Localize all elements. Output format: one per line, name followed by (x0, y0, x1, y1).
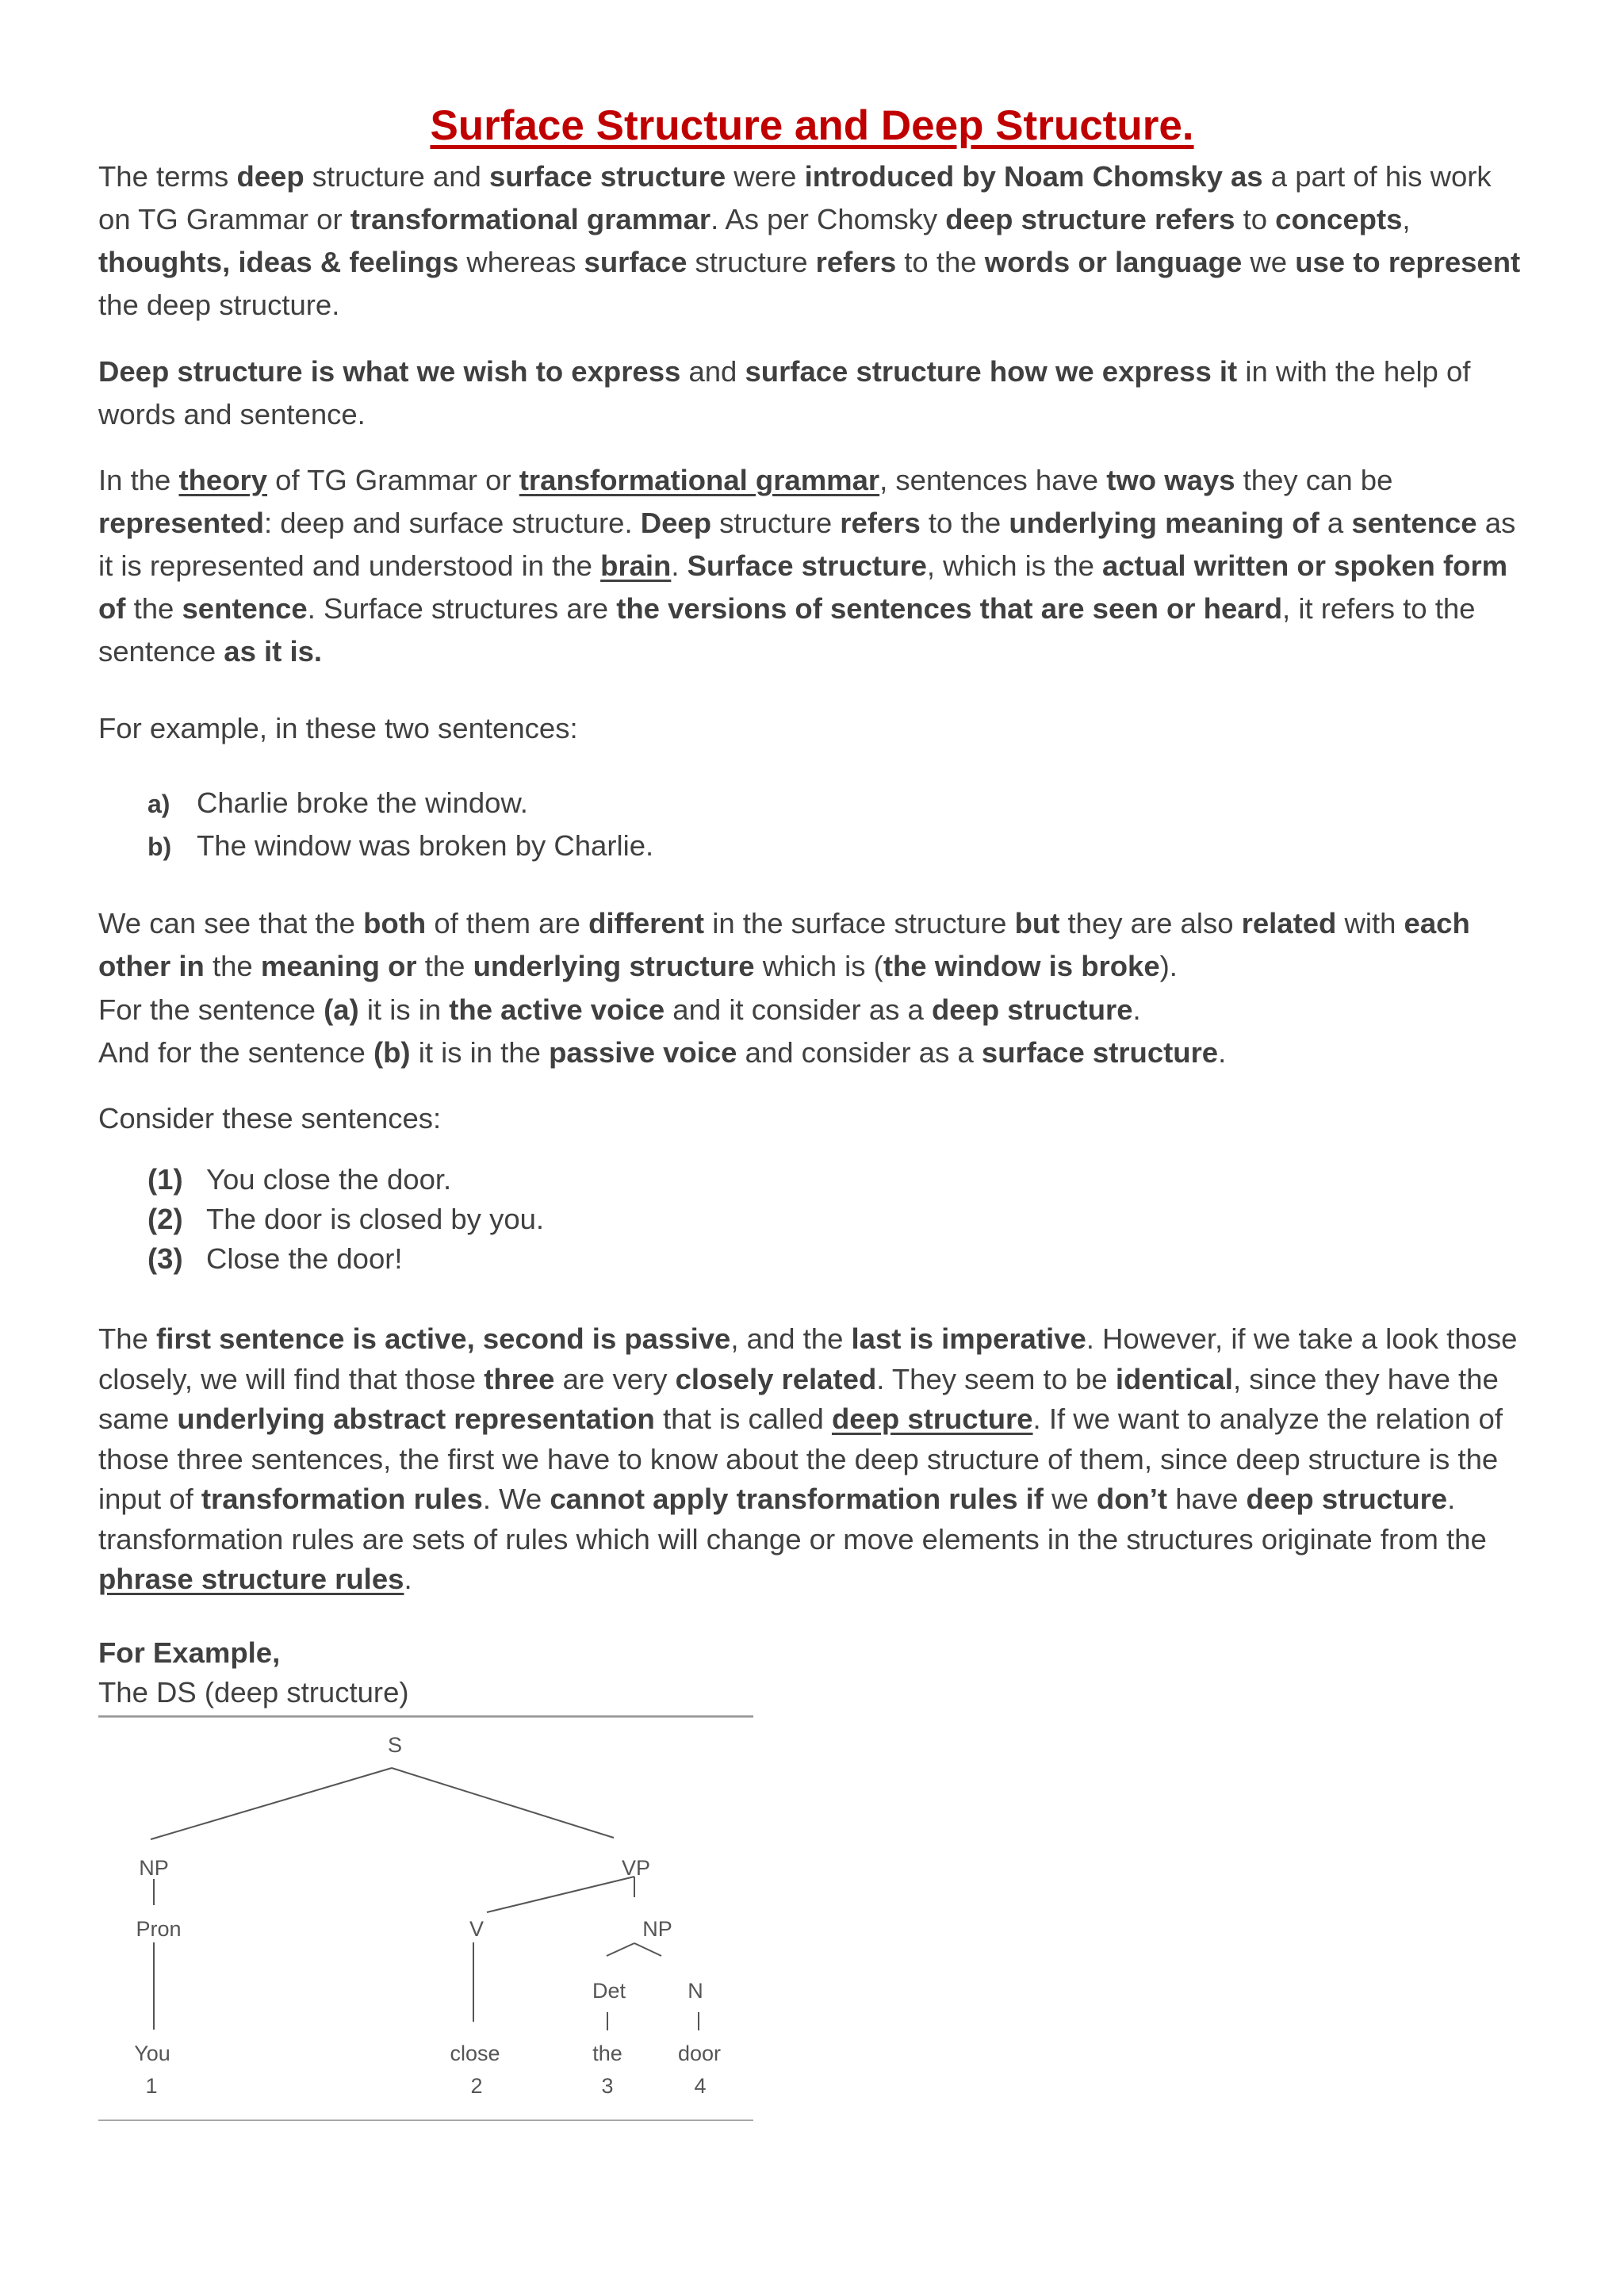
node-s: S (387, 1733, 403, 1757)
bold-text: deep (236, 160, 304, 193)
bold-text: Deep (640, 507, 711, 539)
tree-diagram (98, 1709, 756, 2121)
node-vp: VP (621, 1856, 651, 1880)
word-index-2: 2 (470, 2074, 483, 2098)
list-item-text: The window was broken by Charlie. (197, 829, 654, 862)
text: . We (482, 1483, 550, 1515)
text: . (404, 1563, 412, 1595)
bold-text: introduced by Noam Chomsky as (804, 160, 1263, 193)
node-det: Det (592, 1979, 626, 2003)
bold-text: actual written or spoken form of (98, 549, 1508, 625)
bold-text: each other in (98, 907, 1470, 982)
bold-text: meaning or (260, 950, 417, 982)
text: . (1218, 1036, 1227, 1069)
text: a (1319, 507, 1352, 539)
text: , it refers to the sentence (98, 592, 1476, 668)
underlined-bold-text: transformational grammar (519, 464, 880, 496)
text: we (1043, 1483, 1097, 1515)
bold-text: underlying abstract representation (177, 1402, 655, 1435)
bold-text: surface structure (488, 160, 726, 193)
paragraph-consider: Consider these sentences: (98, 1102, 442, 1135)
word-close: close (450, 2042, 500, 2065)
bold-text: two ways (1106, 464, 1235, 496)
bold-text: identical (1115, 1362, 1233, 1395)
bold-text: surface (584, 246, 688, 278)
text: the deep structure. (98, 289, 340, 321)
text: . transformation rules are sets of rules which will change or move elements in the structures originate from the (98, 1483, 1487, 1556)
text: ). (1159, 950, 1178, 982)
text: For the sentence (98, 993, 324, 1026)
node-np: NP (139, 1856, 169, 1880)
text: . However, if we take a look those closely, we will find that those (98, 1322, 1518, 1395)
bold-text: (b) (373, 1036, 411, 1069)
bold-text: passive voice (549, 1036, 737, 1069)
text: . If we want to analyze the relation of those three sentences, the first we have to know about the deep structure of them, since deep structure is the input of (98, 1402, 1503, 1515)
list-marker: (3) (147, 1242, 183, 1275)
bold-text: deep structure refers (945, 203, 1235, 235)
node-np-object: NP (642, 1917, 672, 1941)
deep-structure-tree (98, 1709, 756, 2121)
node-v: V (469, 1917, 485, 1941)
bold-text: the active voice (449, 993, 665, 1026)
text: We can see that the (98, 907, 364, 939)
bold-text: first sentence is active, second is passive (156, 1322, 731, 1355)
text: , which is the (926, 549, 1103, 582)
bold-text: use to represent (1295, 246, 1521, 278)
paragraph-comparison (98, 902, 1526, 988)
figure-caption: The DS (deep structure) (98, 1676, 409, 1709)
tree-labels (134, 1733, 721, 2098)
text: . They seem to be (876, 1362, 1116, 1395)
text: they are also (1059, 907, 1242, 939)
text: and consider as a (737, 1036, 982, 1069)
bold-text: last is imperative (851, 1322, 1086, 1355)
bold-text: represented (98, 507, 264, 539)
bold-text: deep structure (931, 993, 1133, 1026)
bold-text: underlying structure (473, 950, 755, 982)
bold-text: both (363, 907, 427, 939)
bold-text: refers (815, 246, 897, 278)
bold-text: Surface structure (687, 549, 927, 582)
list-item (147, 1160, 451, 1200)
bold-text: (a) (324, 993, 359, 1026)
text: the (204, 950, 261, 982)
list-item-text: Charlie broke the window. (197, 786, 528, 819)
branch-vp-v (487, 1877, 634, 1912)
branch-s-np (151, 1768, 392, 1839)
bold-text: cannot apply transformation rules if (550, 1483, 1044, 1515)
bold-text: thoughts, ideas & feelings (98, 246, 459, 278)
bold-text: closely related (675, 1362, 877, 1395)
text: the (125, 592, 182, 625)
node-pron: Pron (136, 1917, 182, 1941)
text: to the (896, 246, 985, 278)
text: And for the sentence (98, 1036, 373, 1069)
text: : deep and surface structure. (263, 507, 641, 539)
bold-text: sentence (1351, 507, 1477, 539)
text: In the (98, 464, 179, 496)
underlined-bold-text: theory (178, 464, 268, 496)
paragraph-example-intro: For example, in these two sentences: (98, 712, 578, 744)
text: it is in (358, 993, 450, 1026)
text: . Surface structures are (307, 592, 617, 625)
list-item-text: You close the door. (206, 1163, 452, 1196)
text: it is in the (410, 1036, 550, 1069)
text: structure and (304, 160, 489, 193)
list-item (147, 1200, 544, 1239)
text: have (1167, 1483, 1247, 1515)
text: as it is represented and understood in the (98, 507, 1516, 582)
text: . As per Chomsky (710, 203, 946, 235)
list-marker: b) (147, 832, 172, 861)
bold-text: the versions of sentences that are seen or heard (616, 592, 1283, 625)
paragraph-theory (98, 459, 1526, 673)
text: . (671, 549, 688, 582)
text: of TG Grammar or (267, 464, 519, 496)
paragraph-passive (98, 1031, 1526, 1074)
paragraph-active (98, 989, 1526, 1031)
text: and it consider as a (665, 993, 932, 1026)
list-marker: (2) (147, 1203, 183, 1235)
bold-text: the window is broke (883, 950, 1160, 982)
text: we (1242, 246, 1296, 278)
bold-text: sentence (182, 592, 308, 625)
word-you: You (134, 2042, 170, 2065)
text: a part of his work on TG Grammar or (98, 160, 1492, 235)
paragraph-intro (98, 155, 1526, 327)
bold-text: concepts (1275, 203, 1403, 235)
branch-s-vp (392, 1768, 614, 1838)
text: . (1132, 993, 1141, 1026)
text: and (680, 355, 745, 388)
text: in the surface structure (704, 907, 1015, 939)
text: they can be (1235, 464, 1393, 496)
list-item (147, 826, 653, 867)
example-heading: For Example, (98, 1636, 281, 1669)
list-item (147, 783, 528, 824)
text: , since they have the same (98, 1362, 1499, 1435)
text: to (1235, 203, 1276, 235)
bold-text: deep structure (1246, 1483, 1448, 1515)
list-marker: (1) (147, 1163, 183, 1196)
word-index-3: 3 (601, 2074, 614, 2098)
word-door: door (677, 2042, 722, 2065)
bold-text: but (1014, 907, 1060, 939)
list-item-text: The door is closed by you. (206, 1203, 545, 1235)
bold-text: as it is. (224, 635, 323, 668)
paragraph-definition (98, 350, 1526, 436)
text: are very (554, 1362, 676, 1395)
bold-text: words or language (984, 246, 1243, 278)
text: The (98, 1322, 157, 1355)
text: the (416, 950, 473, 982)
bold-text: surface structure how we express it (745, 355, 1238, 388)
text: , and the (730, 1322, 852, 1355)
bold-text: Deep structure is what we wish to express (98, 355, 681, 388)
bold-text: three (484, 1362, 555, 1395)
word-index-4: 4 (694, 2074, 707, 2098)
bold-text: surface structure (981, 1036, 1219, 1069)
text: The terms (98, 160, 237, 193)
bold-text: transformation rules (201, 1483, 483, 1515)
branch-np-n (634, 1943, 661, 1956)
text: structure (711, 507, 841, 539)
paragraph-analysis (98, 1319, 1526, 1600)
text: structure (687, 246, 816, 278)
text: with (1336, 907, 1404, 939)
bold-text: transformational grammar (350, 203, 711, 235)
bold-text: different (588, 907, 705, 939)
text: whereas (458, 246, 584, 278)
word-index-1: 1 (145, 2074, 158, 2098)
text: were (726, 160, 805, 193)
bold-text: related (1241, 907, 1337, 939)
node-n: N (688, 1979, 703, 2003)
text: to the (920, 507, 1009, 539)
branch-np-det (607, 1943, 634, 1956)
list-item-text: Close the door! (206, 1242, 403, 1275)
bold-text: underlying meaning of (1009, 507, 1320, 539)
text: , sentences have (879, 464, 1107, 496)
underlined-bold-text: phrase structure rules (98, 1563, 404, 1595)
bold-text: don’t (1096, 1483, 1168, 1515)
underlined-bold-text: brain (600, 549, 672, 582)
bold-text: refers (840, 507, 921, 539)
list-marker: a) (147, 790, 170, 818)
list-item (147, 1239, 403, 1279)
text: that is called (654, 1402, 832, 1435)
word-the: the (592, 2042, 622, 2065)
text: in with the help of words and sentence. (98, 355, 1471, 430)
text: of them are (426, 907, 589, 939)
text: , (1402, 203, 1411, 235)
page-title: Surface Structure and Deep Structure. (430, 102, 1194, 149)
text: which is ( (754, 950, 883, 982)
underlined-bold-text: deep structure (831, 1402, 1033, 1435)
